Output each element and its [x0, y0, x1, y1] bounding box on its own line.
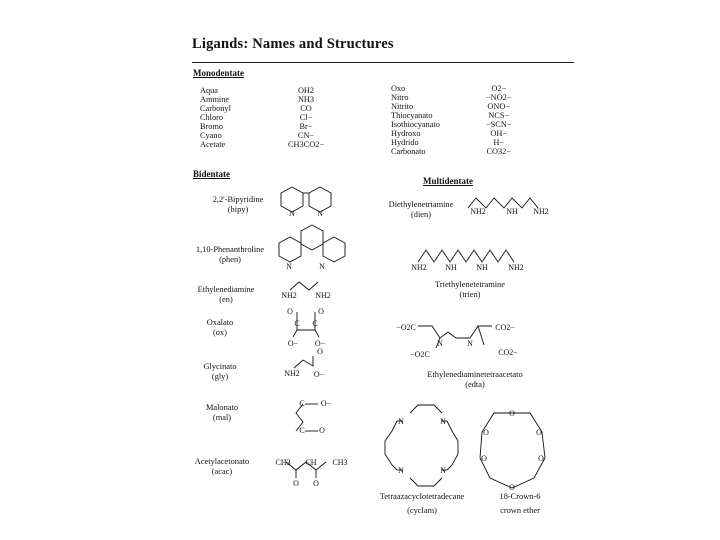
atom-label: C	[299, 399, 305, 408]
list-item: NH3	[297, 95, 315, 104]
atom-label: N	[319, 262, 325, 271]
list-item: Ammine	[200, 95, 230, 104]
atom-label: CH3	[332, 458, 348, 467]
list-item: Carbonyl	[200, 104, 231, 113]
atom-label: −O2C	[396, 323, 416, 332]
atom-label: N	[398, 466, 404, 475]
section-bidentate: Bidentate	[193, 169, 230, 179]
ligand-abbr: crown ether	[500, 506, 540, 515]
atom-label: NH2	[533, 207, 549, 216]
ligand-name: Acetylacetonato	[194, 457, 250, 466]
list-item: NCS−	[488, 111, 510, 120]
list-item: Acetate	[200, 140, 226, 149]
list-item: Hydrido	[391, 138, 419, 147]
list-item: OH−	[490, 129, 508, 138]
atom-label: N	[467, 339, 473, 348]
list-item: Isothiocyanato	[391, 120, 440, 129]
atom-label: NH	[506, 207, 518, 216]
atom-label: NH	[445, 263, 457, 272]
phenanthroline-structure	[279, 225, 345, 262]
ligand-name: Malonato	[205, 403, 239, 412]
list-item: Carbonato	[391, 147, 426, 156]
atom-label: O−	[313, 370, 325, 379]
list-item: Bromo	[200, 122, 224, 131]
list-item: Chloro	[200, 113, 224, 122]
ligand-abbr: (gly)	[211, 372, 229, 381]
atom-label: O	[319, 426, 325, 435]
atom-label: C	[299, 426, 305, 435]
list-item: OH2	[297, 86, 315, 95]
atom-label: N	[398, 417, 404, 426]
list-item: H−	[493, 138, 505, 147]
atom-label: O	[313, 479, 319, 488]
edta-structure	[418, 326, 492, 348]
atom-label: O	[481, 454, 487, 463]
list-item: CO32−	[486, 147, 511, 156]
ligand-name: Tetraazacyclotetradecane	[379, 492, 465, 501]
list-item: Nitro	[391, 93, 409, 102]
atom-label: N	[440, 417, 446, 426]
ligand-name: 1,10-Phenanthroline	[195, 245, 265, 254]
atom-label: O	[509, 483, 515, 492]
ligand-abbr: (acac)	[211, 467, 233, 476]
atom-label: O−	[287, 339, 299, 348]
atom-label: −O2C	[410, 350, 430, 359]
list-item: −SCN−	[486, 120, 512, 129]
ligand-abbr: (edta)	[465, 380, 485, 389]
ligand-name: 18-Crown-6	[499, 492, 541, 501]
atom-label: C	[294, 319, 300, 328]
atom-label: C	[312, 319, 318, 328]
atom-label: CO2−	[495, 323, 515, 332]
list-item: CN−	[297, 131, 315, 140]
ligand-name: Ethylenediamine	[197, 285, 255, 294]
atom-label: NH2	[470, 207, 486, 216]
atom-label: NH2	[508, 263, 524, 272]
atom-label: O	[536, 428, 542, 437]
atom-label: CH3	[275, 458, 291, 467]
ligand-name: Triethylenetetramine	[435, 280, 505, 289]
list-item: Thiocyanato	[391, 111, 433, 120]
atom-label: CO2−	[498, 348, 518, 357]
ligand-abbr: (trien)	[459, 290, 481, 299]
atom-label: O	[538, 454, 544, 463]
list-item: Hydroxo	[391, 129, 421, 138]
section-multidentate: Multidentate	[423, 176, 473, 186]
list-item: Cl−	[299, 113, 313, 122]
list-item: CH3CO2−	[288, 140, 325, 149]
ligand-abbr: (dien)	[411, 210, 431, 219]
glycinate-structure	[294, 356, 313, 368]
ligand-abbr: (phen)	[219, 255, 241, 264]
list-item: Br−	[299, 122, 313, 131]
atom-label: N	[437, 339, 443, 348]
atom-label: O	[317, 347, 323, 356]
atom-label: O−	[314, 339, 326, 348]
atom-label: N	[440, 466, 446, 475]
ligand-name: Ethylenediaminetetraacetato	[427, 370, 523, 379]
section-monodentate: Monodentate	[193, 68, 244, 78]
list-item: Cyano	[200, 131, 222, 140]
ligand-abbr: (cyclam)	[407, 506, 437, 515]
atom-label: O−	[320, 399, 332, 408]
atom-label: N	[286, 262, 292, 271]
page-title: Ligands: Names and Structures	[192, 36, 394, 52]
atom-label: CH	[305, 458, 317, 467]
ligand-abbr: (en)	[219, 295, 233, 304]
atom-label: O	[293, 479, 299, 488]
atom-label: NH2	[284, 369, 300, 378]
atom-label: NH2	[315, 291, 331, 300]
atom-label: NH	[476, 263, 488, 272]
atom-label: O	[287, 307, 293, 316]
list-item: −NO2−	[486, 93, 512, 102]
atom-label: N	[289, 209, 295, 218]
ligand-name: Glycinato	[203, 362, 237, 371]
cyclam-structure	[385, 405, 458, 486]
atom-label: N	[317, 209, 323, 218]
ligand-abbr: (mal)	[212, 413, 232, 422]
ethylenediamine-structure	[290, 282, 318, 290]
ligand-abbr: (ox)	[213, 328, 227, 337]
list-item: Oxo	[391, 84, 406, 93]
ligand-name: Oxalato	[206, 318, 234, 327]
list-item: CO	[300, 104, 312, 113]
trien-structure	[418, 250, 514, 262]
crown-ether-structure	[480, 413, 545, 488]
atom-label: O	[509, 409, 515, 418]
atom-label: NH2	[411, 263, 427, 272]
list-item: Aqua	[200, 86, 218, 95]
ligand-abbr: (bipy)	[227, 205, 249, 214]
ligand-name: Diethylenetriamine	[388, 200, 454, 209]
list-item: O2−	[491, 84, 507, 93]
atom-label: O	[318, 307, 324, 316]
list-item: ONO−	[487, 102, 511, 111]
list-item: Nitrito	[391, 102, 414, 111]
ligand-name: 2,2'-Bipyridine	[212, 195, 264, 204]
atom-label: NH2	[281, 291, 297, 300]
atom-label: O	[483, 428, 489, 437]
